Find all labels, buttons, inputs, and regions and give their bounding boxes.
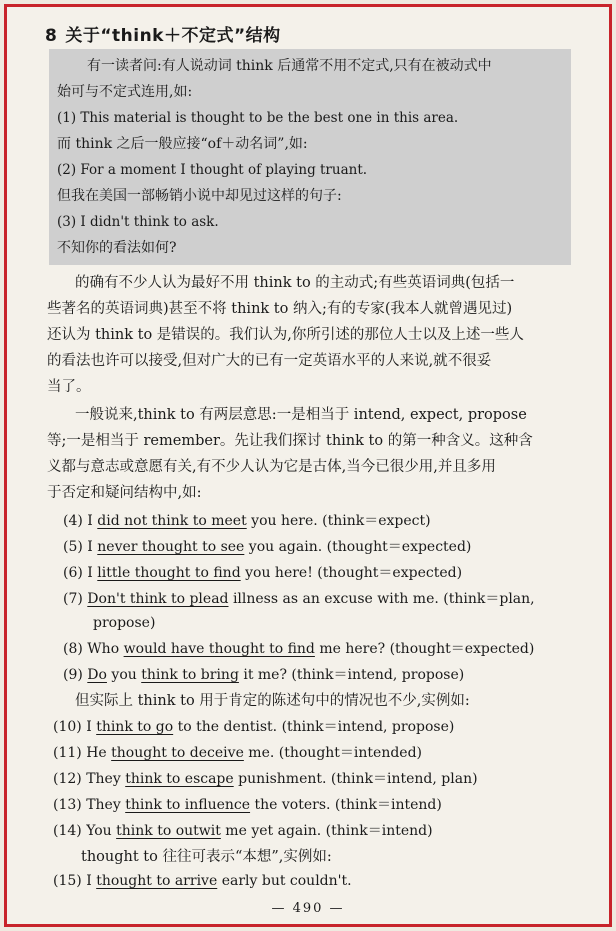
example-sentence: (5) I never thought to see you again. (thought＝expected) xyxy=(63,539,472,555)
example-sentence: (7) Don't think to plead illness as an excuse with me. (think＝plan, xyxy=(63,591,535,607)
underlined-phrase: thought to arrive xyxy=(96,873,218,889)
underlined-phrase: think to bring xyxy=(141,667,239,683)
reader-question-box xyxy=(49,49,571,265)
question-line: 但我在美国一部畅销小说中却见过这样的句子: xyxy=(57,188,342,204)
example-sentence: (9) Do you think to bring it me? (think＝intend, propose) xyxy=(63,667,465,683)
question-line: 始可与不定式连用,如: xyxy=(57,84,193,100)
underlined-phrase: think to go xyxy=(96,719,174,735)
answer-line: 还认为 think to 是错误的。我们认为,你所引述的那位人士以及上述一些人 xyxy=(47,327,524,343)
example-sentence: (10) I think to go to the dentist. (think＝intend, propose) xyxy=(53,719,455,735)
underlined-phrase: think to influence xyxy=(125,797,251,813)
example-sentence: (12) They think to escape punishment. (think＝intend, plan) xyxy=(53,771,478,787)
section-number: 8 xyxy=(45,26,58,46)
answer-line: 一般说来,think to 有两层意思:一是相当于 intend, expect, propose xyxy=(75,407,527,423)
question-example: (2) For a moment I thought of playing truant. xyxy=(57,162,368,178)
underlined-phrase: think to outwit xyxy=(116,823,221,839)
section-title xyxy=(45,21,281,46)
underlined-phrase: Don't think to plead xyxy=(87,591,229,607)
answer-line: 的确有不少人认为最好不用 think to 的主动式;有些英语词典(包括一 xyxy=(75,275,515,291)
question-example: (3) I didn't think to ask. xyxy=(57,214,219,230)
example-sentence: (14) You think to outwit me yet again. (think＝intend) xyxy=(53,823,433,839)
answer-line: 些著名的英语词典)甚至不将 think to 纳入;有的专家(我本人就曾遇见过) xyxy=(47,301,513,317)
page-number: — 490 — xyxy=(271,901,345,916)
section-title-text: 关于“think＋不定式”结构 xyxy=(65,26,281,46)
underlined-phrase: little thought to find xyxy=(97,565,241,581)
example-sentence: (8) Who would have thought to find me here? (thought＝expected) xyxy=(63,641,535,657)
underlined-phrase: think to escape xyxy=(125,771,234,787)
transition-line: thought to 往往可表示“本想”,实例如: xyxy=(81,849,332,865)
underlined-phrase: Do xyxy=(87,667,107,683)
question-line: 有一读者问:有人说动词 think 后通常不用不定式,只有在被动式中 xyxy=(87,58,492,74)
answer-line: 的看法也许可以接受,但对广大的已有一定英语水平的人来说,就不很妥 xyxy=(47,353,492,369)
question-line: 而 think 之后一般应接“of＋动名词”,如: xyxy=(57,136,308,152)
page-frame xyxy=(4,4,612,927)
question-example: (1) This material is thought to be the best one in this area. xyxy=(57,110,459,126)
answer-line: 等;一是相当于 remember。先让我们探讨 think to 的第一种含义。这种含 xyxy=(47,433,533,449)
example-sentence: (15) I thought to arrive early but couldn't. xyxy=(53,873,352,889)
example-sentence: (4) I did not think to meet you here. (think＝expect) xyxy=(63,513,431,529)
example-sentence: (13) They think to influence the voters. (think＝intend) xyxy=(53,797,442,813)
example-sentence: (11) He thought to deceive me. (thought＝intended) xyxy=(53,745,423,761)
answer-line: 于否定和疑问结构中,如: xyxy=(47,485,202,501)
transition-line: 但实际上 think to 用于肯定的陈述句中的情况也不少,实例如: xyxy=(75,693,470,709)
underlined-phrase: would have thought to find xyxy=(123,641,315,657)
question-line: 不知你的看法如何? xyxy=(57,240,177,256)
underlined-phrase: did not think to meet xyxy=(97,513,247,529)
answer-line: 当了。 xyxy=(47,379,91,395)
underlined-phrase: thought to deceive xyxy=(111,745,244,761)
example-continuation: propose) xyxy=(93,615,156,631)
underlined-phrase: never thought to see xyxy=(97,539,245,555)
example-sentence: (6) I little thought to find you here! (thought＝expected) xyxy=(63,565,463,581)
answer-line: 义都与意志或意愿有关,有不少人认为它是古体,当今已很少用,并且多用 xyxy=(47,459,496,475)
